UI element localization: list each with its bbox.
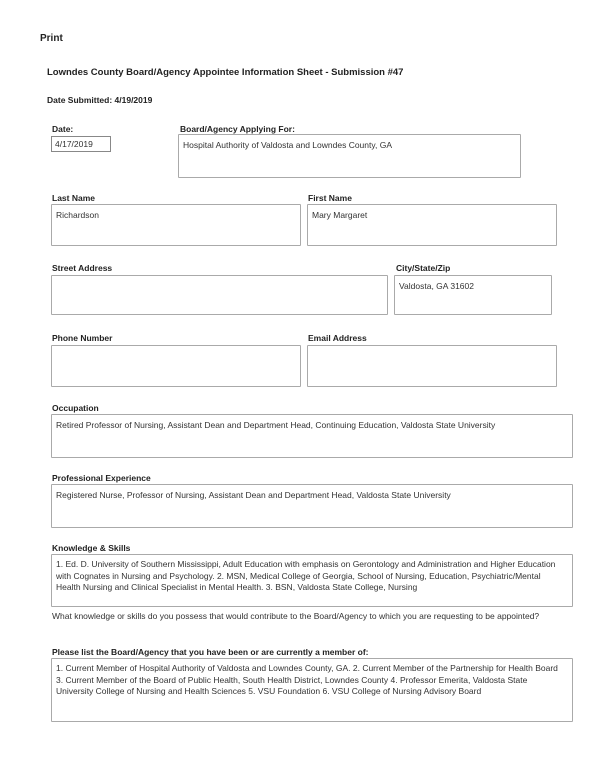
street-address-label: Street Address [52,263,113,273]
city-state-zip-field[interactable] [394,275,552,315]
city-state-zip-label: City/State/Zip [396,263,451,273]
last-name-field[interactable] [51,204,301,246]
experience-field[interactable] [51,484,573,528]
date-field[interactable]: 4/17/2019 [51,136,111,152]
phone-label: Phone Number [52,333,113,343]
boards-label: Please list the Board/Agency that you have been or are currently a member of: [52,647,369,657]
experience-label: Professional Experience [52,473,151,483]
date-submitted: Date Submitted: 4/19/2019 [47,95,153,105]
email-field[interactable] [307,345,557,387]
last-name-value: Richardson [56,210,99,220]
first-name-value: Mary Margaret [312,210,368,220]
board-label: Board/Agency Applying For: [180,124,295,134]
knowledge-field[interactable] [51,554,573,607]
occupation-label: Occupation [52,403,99,413]
experience-value: Registered Nurse, Professor of Nursing, Assistant Dean and Department Head, Valdosta State University [56,490,451,500]
first-name-label: First Name [308,193,352,203]
phone-field[interactable] [51,345,301,387]
print-link[interactable]: Print [40,33,63,44]
occupation-value: Retired Professor of Nursing, Assistant Dean and Department Head, Continuing Education, Valdosta State University [56,420,496,430]
first-name-field[interactable] [307,204,557,246]
board-field[interactable] [178,134,521,178]
email-label: Email Address [308,333,367,343]
last-name-label: Last Name [52,193,95,203]
page-title: Lowndes County Board/Agency Appointee Information Sheet - Submission #47 [47,67,404,78]
occupation-field[interactable] [51,414,573,458]
knowledge-question: What knowledge or skills do you possess that would contribute to the Board/Agency to which you are requesting to be appointed? [52,611,540,621]
street-address-field[interactable] [51,275,388,315]
city-state-zip-value: Valdosta, GA 31602 [399,281,474,291]
board-value: Hospital Authority of Valdosta and Lowndes County, GA [183,140,393,150]
knowledge-value: 1. Ed. D. University of Southern Mississippi, Adult Education with emphasis on Gerontology and Administration and Higher Education with Cognates in Nursing and Psychology. 2. MSN, Medical College of Georgia, School of Nursing, Education, Psychiatric/Mental Health Nursing and Clinical Specialist in Mental Health. 3. BSN, Valdosta State College, Nursing [56,559,556,592]
boards-field[interactable] [51,658,573,722]
knowledge-label: Knowledge & Skills [52,543,131,553]
boards-value: 1. Current Member of Hospital Authority of Valdosta and Lowndes County, GA. 2. Current Member of the Partnership for Health Board 3. Current Member of the Board of Public Health, South Health District, Lowndes County 4. Professor Emerita, Valdosta State University College of Nursing and Health Sciences 5. VSU Foundation 6. VSU College of Nursing Advisory Board [56,663,558,696]
date-label: Date: [52,124,74,134]
